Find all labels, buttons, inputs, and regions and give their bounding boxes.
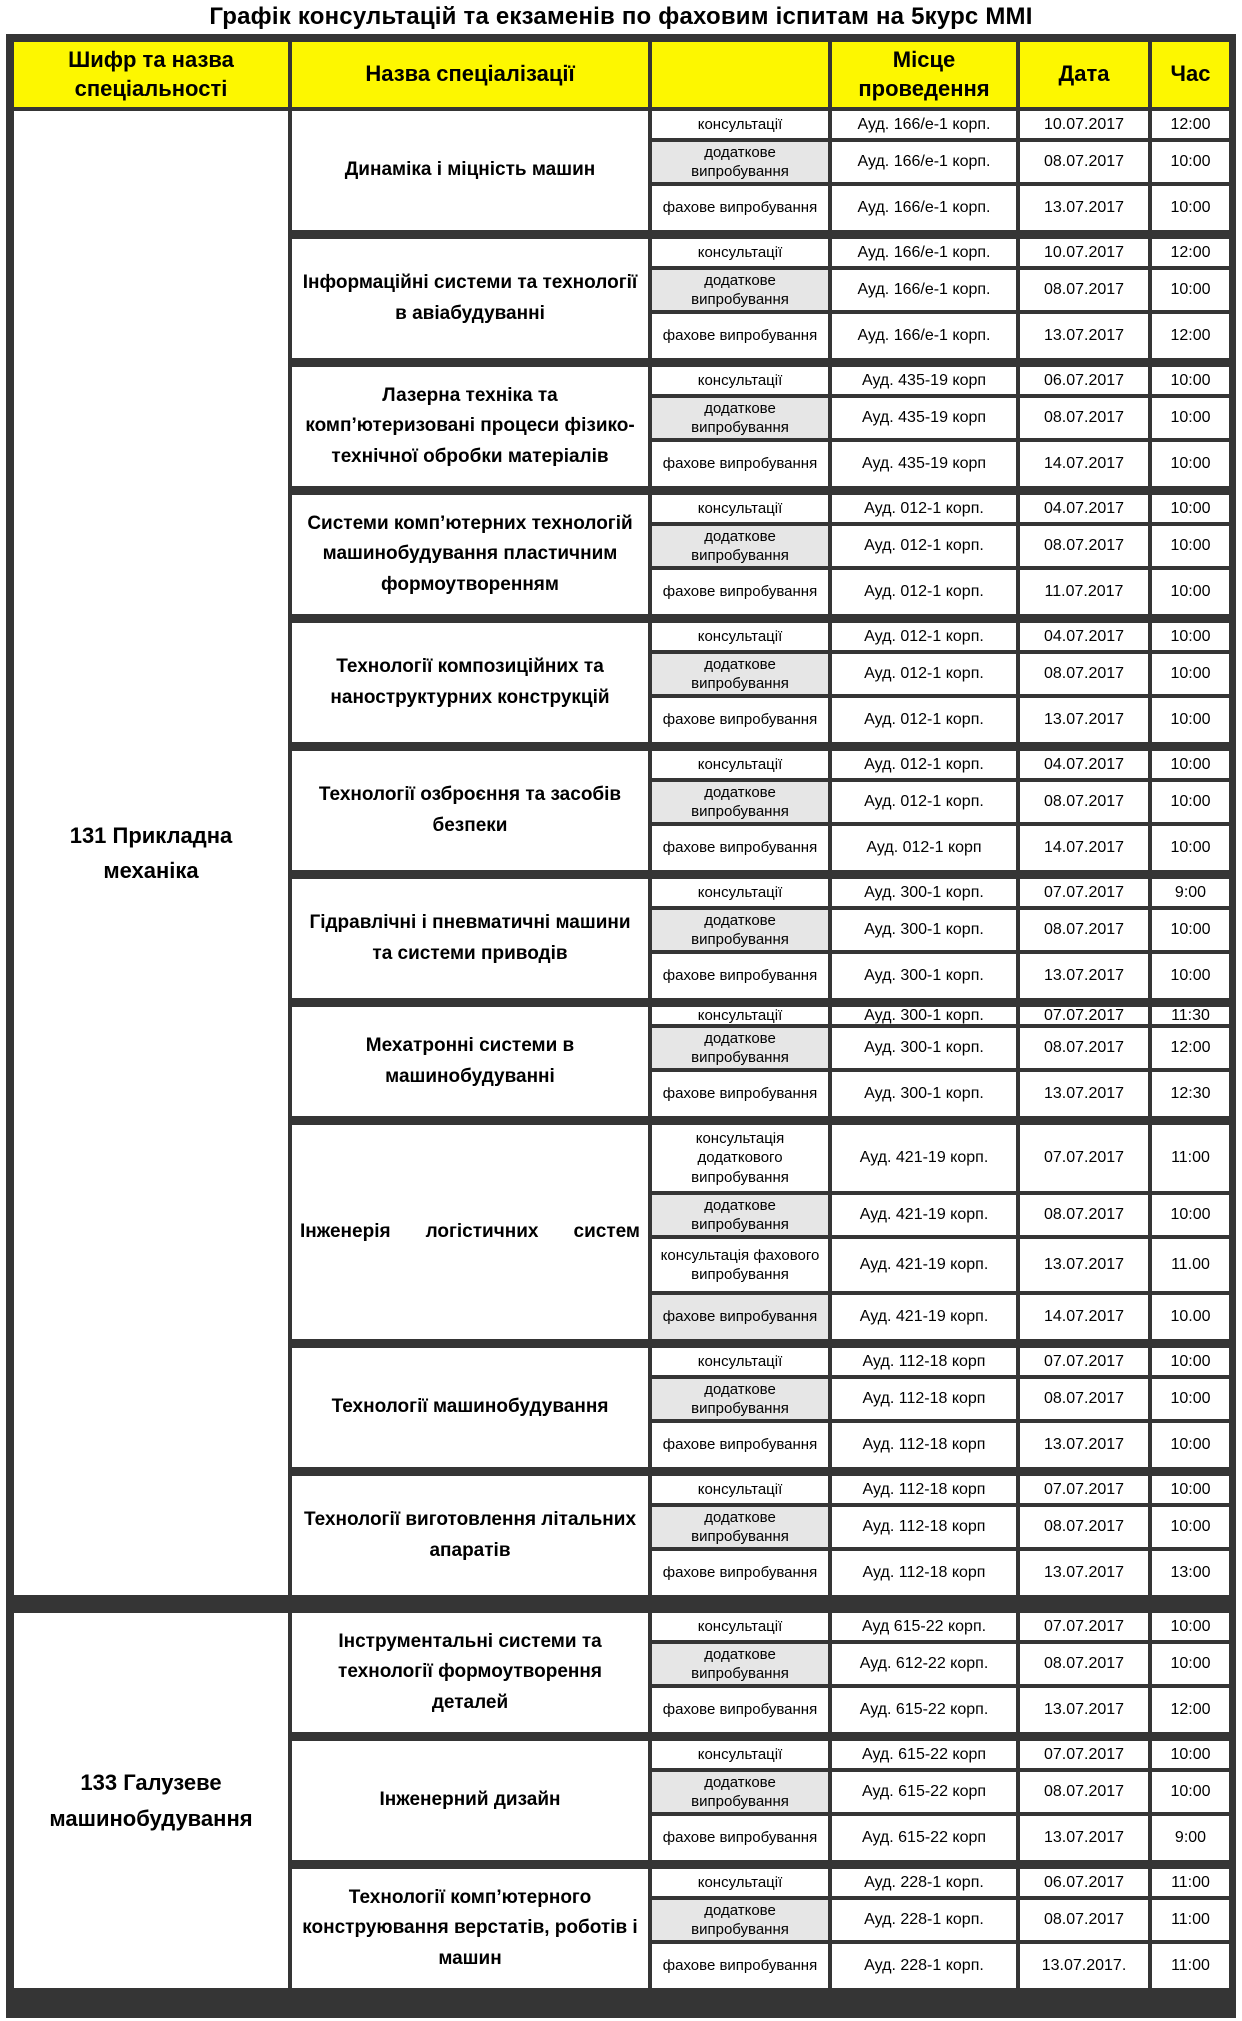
exam-type: консультації	[652, 623, 828, 650]
exam-place: Ауд. 615-22 корп	[832, 1741, 1016, 1768]
exam-date: 06.07.2017	[1020, 1869, 1148, 1896]
specialization-name: Технології озброєння та засобів безпеки	[292, 751, 648, 870]
exam-date: 13.07.2017.	[1020, 1944, 1148, 1988]
exam-date: 13.07.2017	[1020, 1816, 1148, 1860]
exam-type: консультації	[652, 1348, 828, 1375]
exam-date: 08.07.2017	[1020, 1195, 1148, 1235]
exam-date: 08.07.2017	[1020, 910, 1148, 950]
specialization-name: Гідравлічні і пневматичні машини та системи приводів	[292, 879, 648, 998]
header-place: Місце проведення	[832, 42, 1016, 107]
exam-type: додаткове випробування	[652, 142, 828, 182]
exam-time: 10:00	[1152, 142, 1229, 182]
exam-date: 07.07.2017	[1020, 879, 1148, 906]
exam-time: 12:00	[1152, 314, 1229, 358]
exam-place: Ауд. 112-18 корп	[832, 1551, 1016, 1595]
exam-time: 10:00	[1152, 1476, 1229, 1503]
specialization-name-word: Інженерія	[300, 1220, 391, 1242]
exam-time: 10:00	[1152, 826, 1229, 870]
specialization-name-word: логістичних	[425, 1220, 539, 1242]
exam-type: фахове випробування	[652, 954, 828, 998]
exam-time: 10:00	[1152, 1772, 1229, 1812]
exam-type: фахове випробування	[652, 1551, 828, 1595]
exam-type: консультація додаткового випробування	[652, 1125, 828, 1191]
exam-date: 11.07.2017	[1020, 570, 1148, 614]
exam-date: 13.07.2017	[1020, 314, 1148, 358]
exam-type: фахове випробування	[652, 570, 828, 614]
exam-date: 07.07.2017	[1020, 1348, 1148, 1375]
exam-type: консультації	[652, 239, 828, 266]
exam-date: 08.07.2017	[1020, 270, 1148, 310]
exam-time: 11:00	[1152, 1900, 1229, 1940]
exam-date: 07.07.2017	[1020, 1613, 1148, 1640]
exam-type: консультації	[652, 1869, 828, 1896]
exam-type: фахове випробування	[652, 1072, 828, 1116]
header-code: Шифр та назва спеціальності	[14, 42, 288, 107]
exam-time: 10:00	[1152, 1423, 1229, 1467]
exam-type: додаткове випробування	[652, 1028, 828, 1068]
exam-time: 11:30	[1152, 1007, 1229, 1024]
exam-place: Ауд. 300-1 корп.	[832, 879, 1016, 906]
exam-date: 13.07.2017	[1020, 1551, 1148, 1595]
schedule-table	[6, 34, 1236, 2018]
exam-place: Ауд. 435-19 корп	[832, 367, 1016, 394]
exam-type: додаткове випробування	[652, 398, 828, 438]
exam-type: додаткове випробування	[652, 1644, 828, 1684]
exam-time: 11:00	[1152, 1125, 1229, 1191]
exam-place: Ауд. 300-1 корп.	[832, 954, 1016, 998]
exam-time: 9:00	[1152, 1816, 1229, 1860]
exam-time: 9:00	[1152, 879, 1229, 906]
exam-place: Ауд. 012-1 корп.	[832, 623, 1016, 650]
exam-time: 12:00	[1152, 1688, 1229, 1732]
exam-date: 13.07.2017	[1020, 1688, 1148, 1732]
exam-place: Ауд. 300-1 корп.	[832, 1028, 1016, 1068]
exam-type: додаткове випробування	[652, 1379, 828, 1419]
exam-place: Ауд. 012-1 корп.	[832, 751, 1016, 778]
specialization-name: Динаміка і міцність машин	[292, 111, 648, 230]
exam-type: додаткове випробування	[652, 270, 828, 310]
exam-time: 12:00	[1152, 111, 1229, 138]
exam-date: 08.07.2017	[1020, 142, 1148, 182]
exam-type: консультації	[652, 367, 828, 394]
exam-date: 04.07.2017	[1020, 623, 1148, 650]
exam-date: 07.07.2017	[1020, 1741, 1148, 1768]
exam-date: 14.07.2017	[1020, 1295, 1148, 1339]
exam-date: 10.07.2017	[1020, 111, 1148, 138]
exam-type: консультація фахового випробування	[652, 1239, 828, 1291]
exam-type: консультації	[652, 879, 828, 906]
exam-place: Ауд. 012-1 корп.	[832, 698, 1016, 742]
exam-date: 04.07.2017	[1020, 495, 1148, 522]
exam-type: консультації	[652, 495, 828, 522]
exam-place: Ауд. 166/е-1 корп.	[832, 270, 1016, 310]
exam-place: Ауд. 166/е-1 корп.	[832, 111, 1016, 138]
exam-date: 07.07.2017	[1020, 1476, 1148, 1503]
exam-date: 08.07.2017	[1020, 782, 1148, 822]
exam-place: Ауд. 112-18 корп	[832, 1476, 1016, 1503]
exam-time: 10:00	[1152, 954, 1229, 998]
exam-type: консультації	[652, 1741, 828, 1768]
exam-type: фахове випробування	[652, 826, 828, 870]
specialization-name: Інформаційні системи та технології в авіабудуванні	[292, 239, 648, 358]
exam-date: 13.07.2017	[1020, 186, 1148, 230]
exam-type: фахове випробування	[652, 1816, 828, 1860]
exam-place: Ауд. 166/е-1 корп.	[832, 142, 1016, 182]
exam-place: Ауд. 300-1 корп.	[832, 910, 1016, 950]
exam-place: Ауд. 435-19 корп	[832, 442, 1016, 486]
specialization-name: Технології виготовлення літальних апаратів	[292, 1476, 648, 1595]
exam-place: Ауд. 300-1 корп.	[832, 1072, 1016, 1116]
exam-date: 08.07.2017	[1020, 1507, 1148, 1547]
exam-date: 08.07.2017	[1020, 1028, 1148, 1068]
exam-time: 10:00	[1152, 1507, 1229, 1547]
exam-time: 11:00	[1152, 1869, 1229, 1896]
exam-type: фахове випробування	[652, 698, 828, 742]
exam-place: Ауд. 166/е-1 корп.	[832, 239, 1016, 266]
specialization-name: Лазерна техніка та комп’ютеризовані процеси фізико-технічної обробки матеріалів	[292, 367, 648, 486]
exam-place: Ауд. 012-1 корп	[832, 826, 1016, 870]
specialization-name: Технології композиційних та наноструктурних конструкцій	[292, 623, 648, 742]
exam-type: консультації	[652, 1613, 828, 1640]
exam-date: 13.07.2017	[1020, 1072, 1148, 1116]
exam-time: 10:00	[1152, 270, 1229, 310]
exam-place: Ауд. 012-1 корп.	[832, 782, 1016, 822]
exam-type: фахове випробування	[652, 1423, 828, 1467]
exam-date: 06.07.2017	[1020, 367, 1148, 394]
exam-date: 07.07.2017	[1020, 1007, 1148, 1024]
exam-type: фахове випробування	[652, 1944, 828, 1988]
header-time: Час	[1152, 42, 1229, 107]
exam-type: додаткове випробування	[652, 782, 828, 822]
exam-time: 10:00	[1152, 570, 1229, 614]
exam-date: 08.07.2017	[1020, 654, 1148, 694]
exam-date: 08.07.2017	[1020, 1772, 1148, 1812]
exam-date: 08.07.2017	[1020, 1644, 1148, 1684]
specialization-name: Системи комп’ютерних технологій машинобудування пластичним формоутворенням	[292, 495, 648, 614]
exam-type: додаткове випробування	[652, 1900, 828, 1940]
exam-time: 10:00	[1152, 698, 1229, 742]
exam-date: 07.07.2017	[1020, 1125, 1148, 1191]
exam-place: Ауд. 421-19 корп.	[832, 1125, 1016, 1191]
exam-date: 13.07.2017	[1020, 698, 1148, 742]
exam-time: 11.00	[1152, 1239, 1229, 1291]
exam-time: 10:00	[1152, 398, 1229, 438]
exam-place: Ауд. 615-22 корп	[832, 1772, 1016, 1812]
exam-time: 10:00	[1152, 1195, 1229, 1235]
exam-date: 04.07.2017	[1020, 751, 1148, 778]
specialty-name: 133 Галузеве машинобудування	[14, 1613, 288, 1988]
exam-type: фахове випробування	[652, 1295, 828, 1339]
exam-place: Ауд. 166/е-1 корп.	[832, 314, 1016, 358]
exam-time: 12:00	[1152, 1028, 1229, 1068]
exam-place: Ауд 615-22 корп.	[832, 1613, 1016, 1640]
specialization-name: Технології комп’ютерного конструювання верстатів, роботів і машин	[292, 1869, 648, 1988]
exam-time: 10:00	[1152, 910, 1229, 950]
exam-date: 13.07.2017	[1020, 1239, 1148, 1291]
exam-place: Ауд. 300-1 корп.	[832, 1007, 1016, 1024]
exam-time: 10:00	[1152, 442, 1229, 486]
specialization-name	[292, 1125, 648, 1339]
exam-type: додаткове випробування	[652, 654, 828, 694]
exam-time: 10.00	[1152, 1295, 1229, 1339]
exam-time: 10:00	[1152, 1741, 1229, 1768]
exam-place: Ауд. 421-19 корп.	[832, 1295, 1016, 1339]
exam-type: фахове випробування	[652, 1688, 828, 1732]
exam-type: додаткове випробування	[652, 526, 828, 566]
exam-type: додаткове випробування	[652, 1195, 828, 1235]
exam-place: Ауд. 112-18 корп	[832, 1379, 1016, 1419]
exam-time: 10:00	[1152, 526, 1229, 566]
exam-time: 10:00	[1152, 186, 1229, 230]
exam-type: фахове випробування	[652, 186, 828, 230]
exam-time: 10:00	[1152, 654, 1229, 694]
exam-place: Ауд. 421-19 корп.	[832, 1239, 1016, 1291]
page-title: Графік консультацій та екзаменів по фаховим іспитам на 5курс ММІ	[209, 3, 1033, 30]
exam-place: Ауд. 228-1 корп.	[832, 1900, 1016, 1940]
exam-type: фахове випробування	[652, 314, 828, 358]
exam-date: 14.07.2017	[1020, 826, 1148, 870]
exam-place: Ауд. 112-18 корп	[832, 1507, 1016, 1547]
exam-date: 08.07.2017	[1020, 526, 1148, 566]
exam-time: 10:00	[1152, 782, 1229, 822]
header-specialization: Назва спеціалізації	[292, 42, 648, 107]
exam-time: 10:00	[1152, 495, 1229, 522]
specialty-name: 131 Прикладна механіка	[14, 111, 288, 1595]
specialization-name: Інструментальні системи та технології формоутворення деталей	[292, 1613, 648, 1732]
header-type	[652, 42, 828, 107]
exam-time: 12:30	[1152, 1072, 1229, 1116]
exam-time: 10:00	[1152, 1644, 1229, 1684]
exam-type: додаткове випробування	[652, 1507, 828, 1547]
exam-date: 10.07.2017	[1020, 239, 1148, 266]
exam-time: 10:00	[1152, 1613, 1229, 1640]
exam-time: 10:00	[1152, 751, 1229, 778]
exam-date: 08.07.2017	[1020, 1900, 1148, 1940]
exam-date: 13.07.2017	[1020, 954, 1148, 998]
exam-date: 08.07.2017	[1020, 1379, 1148, 1419]
exam-time: 10:00	[1152, 1379, 1229, 1419]
exam-time: 12:00	[1152, 239, 1229, 266]
exam-time: 10:00	[1152, 623, 1229, 650]
exam-place: Ауд. 421-19 корп.	[832, 1195, 1016, 1235]
exam-date: 08.07.2017	[1020, 398, 1148, 438]
exam-place: Ауд. 228-1 корп.	[832, 1944, 1016, 1988]
exam-time: 10:00	[1152, 367, 1229, 394]
exam-time: 13:00	[1152, 1551, 1229, 1595]
exam-place: Ауд. 228-1 корп.	[832, 1869, 1016, 1896]
exam-place: Ауд. 012-1 корп.	[832, 654, 1016, 694]
exam-type: фахове випробування	[652, 442, 828, 486]
exam-place: Ауд. 112-18 корп	[832, 1423, 1016, 1467]
exam-type: додаткове випробування	[652, 1772, 828, 1812]
exam-time: 11:00	[1152, 1944, 1229, 1988]
exam-place: Ауд. 112-18 корп	[832, 1348, 1016, 1375]
specialization-name: Інженерний дизайн	[292, 1741, 648, 1860]
exam-place: Ауд. 615-22 корп.	[832, 1688, 1016, 1732]
specialization-name: Мехатронні системи в машинобудуванні	[292, 1007, 648, 1116]
exam-date: 13.07.2017	[1020, 1423, 1148, 1467]
exam-type: консультації	[652, 1476, 828, 1503]
exam-type: консультації	[652, 751, 828, 778]
specialization-name-word: систем	[573, 1220, 640, 1242]
exam-type: консультації	[652, 111, 828, 138]
header-date: Дата	[1020, 42, 1148, 107]
exam-time: 10:00	[1152, 1348, 1229, 1375]
exam-place: Ауд. 166/е-1 корп.	[832, 186, 1016, 230]
exam-place: Ауд. 012-1 корп.	[832, 526, 1016, 566]
exam-place: Ауд. 012-1 корп.	[832, 495, 1016, 522]
exam-type: консультації	[652, 1007, 828, 1024]
exam-place: Ауд. 615-22 корп	[832, 1816, 1016, 1860]
exam-place: Ауд. 435-19 корп	[832, 398, 1016, 438]
exam-type: додаткове випробування	[652, 910, 828, 950]
exam-date: 14.07.2017	[1020, 442, 1148, 486]
exam-place: Ауд. 612-22 корп.	[832, 1644, 1016, 1684]
exam-place: Ауд. 012-1 корп.	[832, 570, 1016, 614]
specialization-name: Технології машинобудування	[292, 1348, 648, 1467]
